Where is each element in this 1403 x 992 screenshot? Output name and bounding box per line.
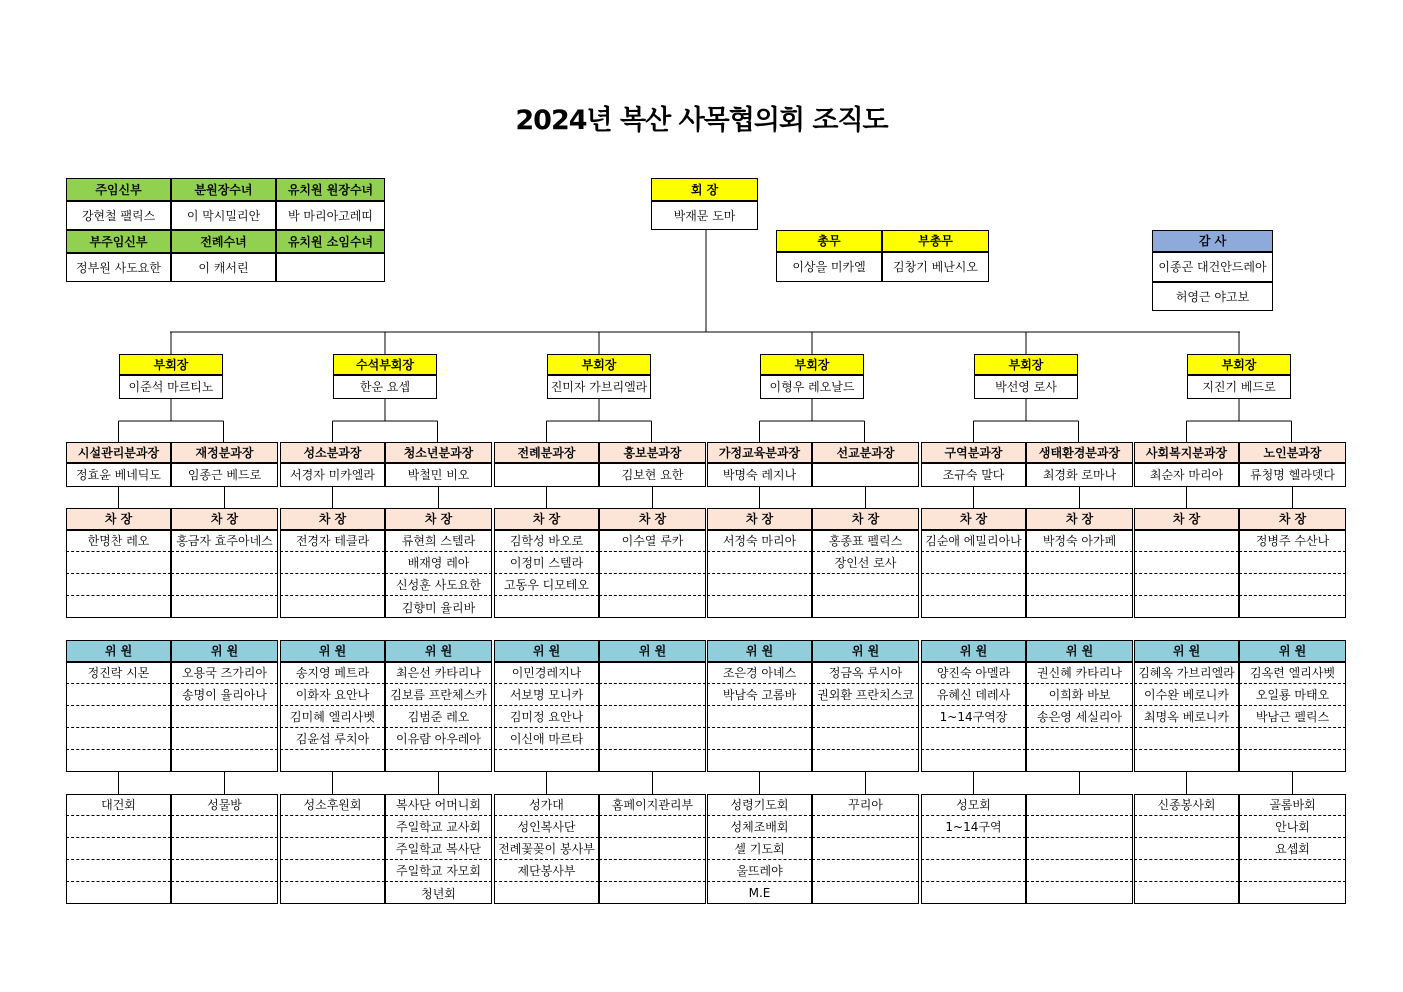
- member-row: [1026, 728, 1133, 750]
- member-header: 위 원: [1026, 640, 1133, 662]
- suborg-row: [280, 882, 385, 904]
- deputy-header: 차 장: [66, 508, 171, 530]
- member-row: 송지영 페트라: [280, 662, 385, 684]
- member-row: [1239, 728, 1346, 750]
- member-row: 김미정 요안나: [494, 706, 599, 728]
- dept-head: [494, 463, 599, 487]
- deputy-header: 차 장: [494, 508, 599, 530]
- suborg-row: 울뜨레야: [707, 860, 812, 882]
- member-row: [171, 706, 278, 728]
- clergy-name: 이 캐서린: [171, 253, 276, 282]
- deputy-row: [171, 552, 278, 574]
- suborg-row: [1026, 860, 1133, 882]
- officer-label: 총무: [776, 230, 882, 252]
- dept-head: 최순자 마리아: [1134, 463, 1239, 487]
- deputy-row: 신성훈 사도요한: [385, 574, 492, 596]
- dept-header: 가정교육분과장: [707, 442, 812, 463]
- member-row: [280, 750, 385, 772]
- suborg-row: [812, 860, 919, 882]
- deputy-row: [812, 596, 919, 618]
- member-row: 송은영 세실리아: [1026, 706, 1133, 728]
- suborg-row: [1026, 794, 1133, 816]
- dept-head: 임종근 베드로: [171, 463, 278, 487]
- suborg-row: 대건회: [66, 794, 171, 816]
- suborg-row: 성소후원회: [280, 794, 385, 816]
- member-row: [66, 684, 171, 706]
- suborg-row: [921, 860, 1026, 882]
- deputy-row: 홍종표 펠릭스: [812, 530, 919, 552]
- dept-header: 재정분과장: [171, 442, 278, 463]
- suborg-row: 성인복사단: [494, 816, 599, 838]
- suborg-row: [921, 838, 1026, 860]
- deputy-row: [280, 574, 385, 596]
- clergy-name: 강현철 팰릭스: [66, 201, 171, 230]
- member-row: 이신애 마르타: [494, 728, 599, 750]
- suborg-row: [66, 860, 171, 882]
- suborg-row: [599, 882, 706, 904]
- member-row: [707, 728, 812, 750]
- suborg-row: 요셉회: [1239, 838, 1346, 860]
- suborg-row: 청년회: [421, 886, 456, 901]
- suborg-row: 안나회: [1239, 816, 1346, 838]
- suborg-row: [66, 816, 171, 838]
- deputy-row: [812, 574, 919, 596]
- member-header: 위 원: [385, 640, 492, 662]
- vp-name: 진미자 가브리엘라: [547, 375, 651, 399]
- clergy-name: 박 마리아고레띠: [276, 201, 385, 230]
- member-row: 1~14구역장: [921, 706, 1026, 728]
- deputy-row: 배재영 레아: [385, 552, 492, 574]
- member-row: [599, 684, 706, 706]
- suborg-row: [1026, 838, 1133, 860]
- deputy-row: 한명찬 레오: [66, 530, 171, 552]
- member-header: 위 원: [812, 640, 919, 662]
- deputy-row: 고동우 디모테오: [494, 574, 599, 596]
- dept-head: 서경자 미카엘라: [280, 463, 385, 487]
- suborg-row: [921, 882, 1026, 904]
- member-row: 권신혜 카타리나: [1026, 662, 1133, 684]
- vp-label: 수석부회장: [333, 354, 437, 375]
- deputy-row: [66, 574, 171, 596]
- vp-label: 부회장: [1187, 354, 1291, 375]
- deputy-row: [1134, 574, 1239, 596]
- member-row: [707, 750, 812, 772]
- deputy-row: 전경자 테클라: [280, 530, 385, 552]
- member-row: 정금옥 루시아: [812, 662, 919, 684]
- suborg-row: 신종봉사회: [1134, 794, 1239, 816]
- clergy-header: 전례수녀: [171, 230, 276, 253]
- member-header: 위 원: [707, 640, 812, 662]
- suborg-row: [1026, 882, 1133, 904]
- deputy-row: [1134, 596, 1239, 618]
- deputy-row: [1134, 552, 1239, 574]
- vp-name: 한운 요셉: [333, 375, 437, 399]
- member-row: 송명이 율리아나: [171, 684, 278, 706]
- clergy-name: 정부원 사도요한: [66, 253, 171, 282]
- deputy-row: [280, 552, 385, 574]
- member-row: [1026, 750, 1133, 772]
- suborg-row: 1~14구역: [921, 816, 1026, 838]
- member-header: 위 원: [171, 640, 278, 662]
- member-row: 양진숙 아멜라: [921, 662, 1026, 684]
- suborg-row: [171, 860, 278, 882]
- deputy-header: 차 장: [1239, 508, 1346, 530]
- member-row: 이수완 베로니카: [1134, 684, 1239, 706]
- member-header: 위 원: [921, 640, 1026, 662]
- member-row: 김혜옥 가브리엘라: [1134, 662, 1239, 684]
- dept-header: 전례분과장: [494, 442, 599, 463]
- member-header: 위 원: [66, 640, 171, 662]
- deputy-row: [921, 574, 1026, 596]
- dept-head: 박명숙 레지나: [707, 463, 812, 487]
- suborg-row: 제단봉사부: [494, 860, 599, 882]
- deputy-header: 차 장: [707, 508, 812, 530]
- member-row: [599, 662, 706, 684]
- deputy-header: 차 장: [921, 508, 1026, 530]
- member-row: 이희화 바보: [1026, 684, 1133, 706]
- president-name: 박재문 도마: [651, 201, 758, 230]
- suborg-row: 성체조배회: [707, 816, 812, 838]
- deputy-row: [1026, 552, 1133, 574]
- dept-header: 청소년분과장: [385, 442, 492, 463]
- officer-name: 김창기 베난시오: [882, 252, 989, 282]
- suborg-row: [1134, 816, 1239, 838]
- suborg-row: [812, 882, 919, 904]
- dept-header: 선교분과장: [812, 442, 919, 463]
- deputy-row: 김학성 바오로: [494, 530, 599, 552]
- deputy-row: 홍금자 효주아네스: [171, 530, 278, 552]
- member-row: 정진락 시몬: [66, 662, 171, 684]
- deputy-header: 차 장: [280, 508, 385, 530]
- deputy-row: [171, 574, 278, 596]
- member-row: [1134, 728, 1239, 750]
- vp-label: 부회장: [974, 354, 1078, 375]
- suborg-row: [599, 860, 706, 882]
- member-row: 김윤섭 루치아: [280, 728, 385, 750]
- officer-label: 부총무: [882, 230, 989, 252]
- deputy-header: 차 장: [385, 508, 492, 530]
- clergy-name: [276, 253, 385, 282]
- clergy-header: 부주임신부: [66, 230, 171, 253]
- deputy-row: [599, 596, 706, 618]
- dept-head: 조규숙 말다: [921, 463, 1026, 487]
- member-row: [66, 750, 171, 772]
- suborg-row: 성령기도회: [707, 794, 812, 816]
- member-row: [921, 750, 1026, 772]
- suborg-row: [280, 838, 385, 860]
- member-row: 김범준 레오: [385, 706, 492, 728]
- deputy-row: 이정미 스텔라: [494, 552, 599, 574]
- dept-head: 김보현 요한: [599, 463, 706, 487]
- suborg-row: 주일학교 복사단: [385, 838, 492, 860]
- member-row: [812, 706, 919, 728]
- member-row: [599, 728, 706, 750]
- member-header: 위 원: [1134, 640, 1239, 662]
- president-label: 회 장: [651, 178, 758, 201]
- dept-head: [812, 463, 919, 487]
- deputy-row: [707, 552, 812, 574]
- suborg-row: 셀 기도회: [707, 838, 812, 860]
- suborg-row: [1239, 882, 1346, 904]
- deputy-row: [599, 574, 706, 596]
- suborg-row: 주일학교 자모회: [385, 860, 492, 882]
- dept-header: 시설관리분과장: [66, 442, 171, 463]
- deputy-row: 이수열 루카: [599, 530, 706, 552]
- page-title: 2024년 복산 사목협의회 조직도: [515, 105, 888, 136]
- member-row: [599, 706, 706, 728]
- member-row: [66, 706, 171, 728]
- suborg-row: 전례꽃꽂이 봉사부: [494, 838, 599, 860]
- member-row: 이민경레지나: [494, 662, 599, 684]
- dept-head: 류청명 헬라뎃다: [1239, 463, 1346, 487]
- suborg-row: [812, 816, 919, 838]
- deputy-row: [66, 552, 171, 574]
- member-row: [707, 706, 812, 728]
- deputy-header: 차 장: [1026, 508, 1133, 530]
- auditor-name: 이종곤 대건안드레아: [1152, 252, 1273, 282]
- member-row: 이화자 요안나: [280, 684, 385, 706]
- dept-header: 노인분과장: [1239, 442, 1346, 463]
- deputy-header: 차 장: [1134, 508, 1239, 530]
- clergy-header: 유치원 소임수녀: [276, 230, 385, 253]
- member-row: [66, 728, 171, 750]
- suborg-row: [1134, 838, 1239, 860]
- deputy-row: 서정숙 마리아: [707, 530, 812, 552]
- member-row: 유혜신 데레사: [921, 684, 1026, 706]
- member-row: [599, 750, 706, 772]
- suborg-row: 복사단 어머니회: [385, 794, 492, 816]
- member-row: [385, 750, 492, 772]
- dept-header: 구역분과장: [921, 442, 1026, 463]
- member-row: 오용국 즈가리아: [171, 662, 278, 684]
- suborg-row: [599, 816, 706, 838]
- member-row: [812, 750, 919, 772]
- deputy-row: [1134, 530, 1239, 552]
- member-row: 김옥련 엘리사벳: [1239, 662, 1346, 684]
- vp-name: 박선영 로사: [974, 375, 1078, 399]
- dept-head: 최경화 로마나: [1026, 463, 1133, 487]
- suborg-row: [66, 882, 171, 904]
- dept-head: 박철민 비오: [385, 463, 492, 487]
- suborg-row: [599, 838, 706, 860]
- member-header: 위 원: [494, 640, 599, 662]
- deputy-row: 류현희 스텔라: [385, 530, 492, 552]
- dept-header: 성소분과장: [280, 442, 385, 463]
- member-row: [921, 728, 1026, 750]
- suborg-row: 골롬바회: [1239, 794, 1346, 816]
- member-row: 박남근 펠릭스: [1239, 706, 1346, 728]
- suborg-row: [1134, 860, 1239, 882]
- suborg-row: [1026, 816, 1133, 838]
- deputy-row: [1239, 596, 1346, 618]
- vp-name: 이준석 마르티노: [119, 375, 223, 399]
- member-row: 김미혜 엘리사벳: [280, 706, 385, 728]
- member-row: [1239, 750, 1346, 772]
- clergy-header: 주임신부: [66, 178, 171, 201]
- suborg-row: [812, 838, 919, 860]
- deputy-row: [1026, 574, 1133, 596]
- deputy-header: 차 장: [599, 508, 706, 530]
- deputy-row: 정병주 수산나: [1239, 530, 1346, 552]
- deputy-row: [66, 596, 171, 618]
- member-row: 박남숙 고롬바: [707, 684, 812, 706]
- deputy-row: [707, 574, 812, 596]
- clergy-header: 유치원 원장수녀: [276, 178, 385, 201]
- suborg-row: M.E: [748, 886, 771, 900]
- vp-label: 부회장: [547, 354, 651, 375]
- officer-name: 이상을 미카엘: [776, 252, 882, 282]
- deputy-header: 차 장: [812, 508, 919, 530]
- clergy-header: 분원장수녀: [171, 178, 276, 201]
- dept-head: 정효윤 베네딕도: [66, 463, 171, 487]
- suborg-row: 성물방: [171, 794, 278, 816]
- suborg-row: 홈페이지관리부: [599, 794, 706, 816]
- member-row: [494, 750, 599, 772]
- member-row: 김보름 프란체스카: [385, 684, 492, 706]
- member-row: 서보명 모니카: [494, 684, 599, 706]
- suborg-row: [171, 816, 278, 838]
- deputy-row: 김순애 에밀리아나: [921, 530, 1026, 552]
- deputy-row: 박정숙 아가페: [1026, 530, 1133, 552]
- deputy-row: [1239, 552, 1346, 574]
- dept-header: 생태환경분과장: [1026, 442, 1133, 463]
- suborg-row: [280, 860, 385, 882]
- suborg-row: [171, 882, 278, 904]
- dept-header: 홍보분과장: [599, 442, 706, 463]
- deputy-row: [921, 596, 1026, 618]
- dept-header: 사회복지분과장: [1134, 442, 1239, 463]
- member-row: 조은경 아녜스: [707, 662, 812, 684]
- member-row: 오일룡 마태오: [1239, 684, 1346, 706]
- suborg-row: 성모회: [921, 794, 1026, 816]
- deputy-row: [494, 596, 599, 618]
- suborg-row: [171, 838, 278, 860]
- vp-label: 부회장: [119, 354, 223, 375]
- member-row: 이유람 아우레아: [385, 728, 492, 750]
- suborg-row: [66, 838, 171, 860]
- deputy-row: [171, 596, 278, 618]
- suborg-row: 주일학교 교사회: [385, 816, 492, 838]
- deputy-row: [1239, 574, 1346, 596]
- vp-name: 이형우 레오날드: [760, 375, 864, 399]
- member-row: [1134, 750, 1239, 772]
- deputy-row: 장인선 로사: [812, 552, 919, 574]
- member-header: 위 원: [599, 640, 706, 662]
- clergy-name: 이 막시밀리안: [171, 201, 276, 230]
- member-row: [171, 750, 278, 772]
- deputy-row: [280, 596, 385, 618]
- deputy-row: [599, 552, 706, 574]
- deputy-row: [921, 552, 1026, 574]
- deputy-row: [1026, 596, 1133, 618]
- suborg-row: [280, 816, 385, 838]
- suborg-row: 꾸리아: [812, 794, 919, 816]
- member-row: 최명옥 베로니카: [1134, 706, 1239, 728]
- deputy-row: 김향미 율리바: [401, 600, 476, 615]
- suborg-row: 성가대: [494, 794, 599, 816]
- member-row: [812, 728, 919, 750]
- suborg-row: [1134, 882, 1239, 904]
- member-row: 권외환 프란치스코: [812, 684, 919, 706]
- auditor-name: 허영근 야고보: [1152, 282, 1273, 311]
- member-header: 위 원: [280, 640, 385, 662]
- deputy-row: [707, 596, 812, 618]
- member-header: 위 원: [1239, 640, 1346, 662]
- member-row: 최은선 카타리나: [385, 662, 492, 684]
- vp-label: 부회장: [760, 354, 864, 375]
- member-row: [171, 728, 278, 750]
- suborg-row: [494, 882, 599, 904]
- vp-name: 지진기 베드로: [1187, 375, 1291, 399]
- suborg-row: [1239, 860, 1346, 882]
- auditor-label: 감 사: [1152, 230, 1273, 252]
- deputy-header: 차 장: [171, 508, 278, 530]
